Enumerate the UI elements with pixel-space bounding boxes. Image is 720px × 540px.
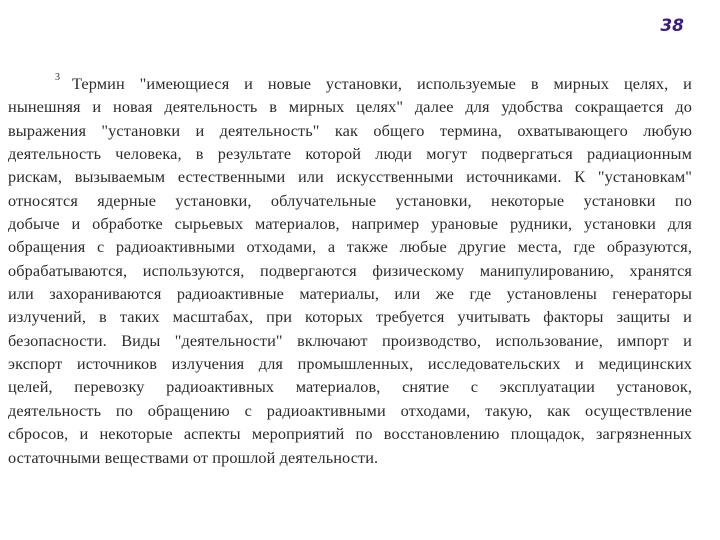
text-line: относятся ядерные установки, облучательные установки, некоторые установки по xyxy=(8,190,692,210)
text-line: безопасности. Виды "деятельности" включают производство, использование, импорт и xyxy=(8,330,692,350)
text-line: экспорт источников излучения для промышленных, исследовательских и медицинских xyxy=(8,354,692,374)
page-number: 38 xyxy=(660,16,684,36)
text-line: обращения с радиоактивными отходами, а также любые другие места, где образуются, xyxy=(8,237,692,257)
text-line: деятельность по обращению с радиоактивными отходами, такую, как осуществление xyxy=(8,400,692,420)
text-line: выражения "установки и деятельность" как общего термина, охватывающего любую xyxy=(8,120,692,140)
text-line: Термин "имеющиеся и новые установки, используемые в мирных целях, и xyxy=(72,74,692,93)
text-line: деятельность человека, в результате которой люди могут подвергаться радиационным xyxy=(8,144,692,164)
text-line: добыче и обработке сырьевых материалов, например урановые рудники, установки для xyxy=(8,214,692,234)
text-line: или захораниваются радиоактивные материалы, или же где установлены генераторы xyxy=(8,284,692,304)
text-line: сбросов, и некоторые аспекты мероприятий по восстановлению площадок, загрязненных xyxy=(8,424,692,444)
footnote-text xyxy=(8,72,692,469)
footnote-marker: 3 xyxy=(55,72,60,83)
text-line: обрабатываются, используются, подвергаются физическому манипулированию, хранятся xyxy=(8,260,692,280)
text-line: целей, перевозку радиоактивных материалов, снятие с эксплуатации установок, xyxy=(8,377,692,397)
text-line: рискам, вызываемым естественными или искусственными источниками. К "установкам" xyxy=(8,167,692,187)
text-line: нынешняя и новая деятельность в мирных целях" далее для удобства сокращается до xyxy=(8,97,692,117)
text-line: излучений, в таких масштабах, при которых требуется учитывать факторы защиты и xyxy=(8,307,692,327)
text-line: остаточными веществами от прошлой деятельности. xyxy=(8,447,379,467)
